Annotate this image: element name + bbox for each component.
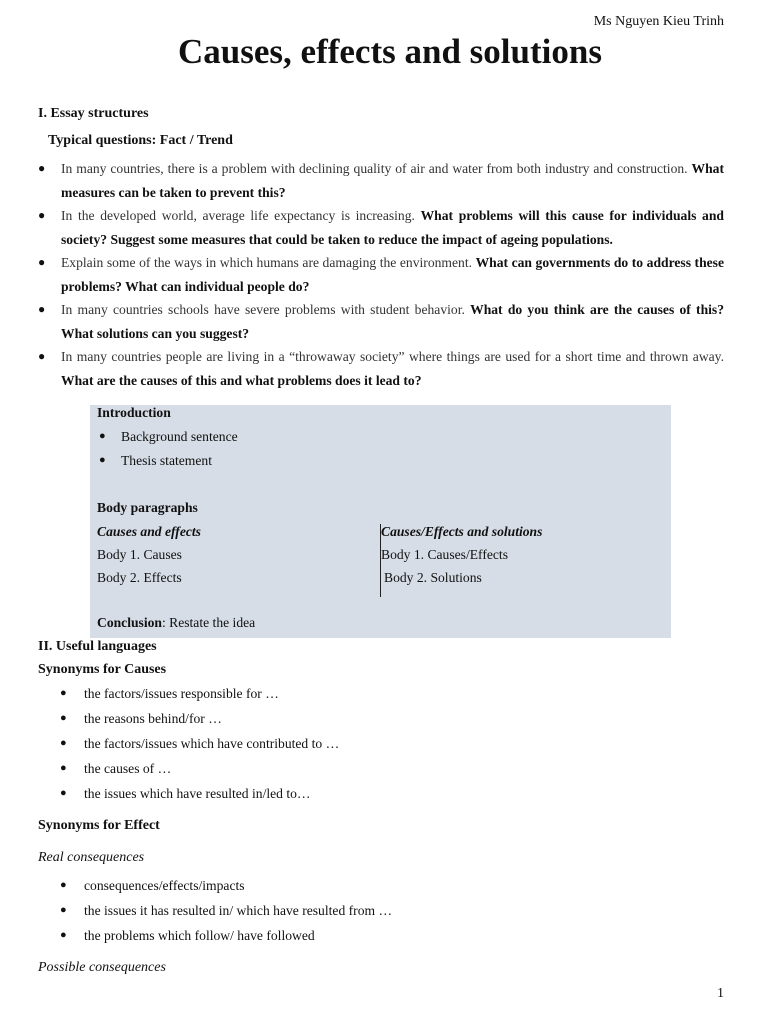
section-heading-useful-languages: II. Useful languages (38, 639, 157, 654)
bullet-icon: ● (38, 302, 46, 316)
bullet-icon: ● (38, 208, 46, 222)
left-column-item: Body 1. Causes (97, 547, 182, 562)
bullet-icon: ● (38, 161, 46, 175)
list-item: ● consequences/effects/impacts (60, 873, 392, 898)
list-item: ● the factors/issues responsible for … (60, 681, 339, 706)
list-item: ● In many countries, there is a problem with declining quality of air and water from both industry and construction. What measures can be taken to prevent this? (38, 157, 724, 204)
bullet-icon: ● (60, 737, 67, 749)
intro-heading: Introduction (97, 405, 171, 420)
list-item: ● Explain some of the ways in which humans are damaging the environment. What can governments do to address these problems? What can individual people do? (38, 251, 724, 298)
list-item: ● In many countries schools have severe problems with student behavior. What do you think are the causes of this? What solutions can you suggest? (38, 298, 724, 345)
list-item: ● the factors/issues which have contributed to … (60, 731, 339, 756)
bullet-icon: ● (60, 762, 67, 774)
bullet-icon: ● (60, 687, 67, 699)
conclusion-line: Conclusion: Restate the idea (97, 615, 256, 630)
bullet-icon: ● (99, 430, 106, 442)
bullet-icon: ● (99, 454, 106, 466)
subheading-typical-questions: Typical questions: Fact / Trend (48, 133, 233, 148)
body-heading: Body paragraphs (97, 500, 198, 515)
subheading-synonyms-effect: Synonyms for Effect (38, 818, 160, 833)
list-item: ● the reasons behind/for … (60, 706, 339, 731)
section-heading-essay-structures: I. Essay structures (38, 106, 149, 121)
intro-item: Thesis statement (121, 453, 212, 468)
bullet-icon: ● (60, 787, 67, 799)
list-item: ● the problems which follow/ have followed (60, 923, 392, 948)
right-column-item: Body 1. Causes/Effects (381, 547, 508, 562)
list-item: ● the issues which have resulted in/led to… (60, 781, 339, 806)
essay-structure-box (90, 405, 671, 638)
page-number: 1 (717, 986, 724, 1001)
bullet-icon: ● (60, 904, 67, 916)
bullet-icon: ● (60, 929, 67, 941)
question-list (38, 157, 724, 392)
list-item: ● the causes of … (60, 756, 339, 781)
list-item: ● the issues it has resulted in/ which have resulted from … (60, 898, 392, 923)
real-consequences-list (60, 873, 392, 948)
bullet-icon: ● (60, 879, 67, 891)
left-column-item: Body 2. Effects (97, 570, 182, 585)
bullet-icon: ● (60, 712, 67, 724)
page-title: Causes, effects and solutions (178, 32, 602, 71)
right-column-heading: Causes/Effects and solutions (381, 524, 543, 539)
list-item: ● In many countries people are living in a “throwaway society” where things are used for a short time and thrown away. What are the causes of this and what problems does it lead to? (38, 345, 724, 392)
right-column-item: Body 2. Solutions (384, 570, 482, 585)
subheading-real-consequences: Real consequences (38, 850, 145, 865)
causes-synonym-list (60, 681, 339, 806)
author-name: Ms Nguyen Kieu Trinh (593, 14, 724, 29)
intro-item: Background sentence (121, 429, 238, 444)
subheading-synonyms-causes: Synonyms for Causes (38, 662, 167, 677)
bullet-icon: ● (38, 255, 46, 269)
list-item: ● In the developed world, average life expectancy is increasing. What problems will this cause for individuals and society? Suggest some measures that could be taken to reduce the impact of ageing populations. (38, 204, 724, 251)
left-column-heading: Causes and effects (97, 524, 201, 539)
subheading-possible-consequences: Possible consequences (38, 960, 166, 975)
bullet-icon: ● (38, 349, 46, 363)
